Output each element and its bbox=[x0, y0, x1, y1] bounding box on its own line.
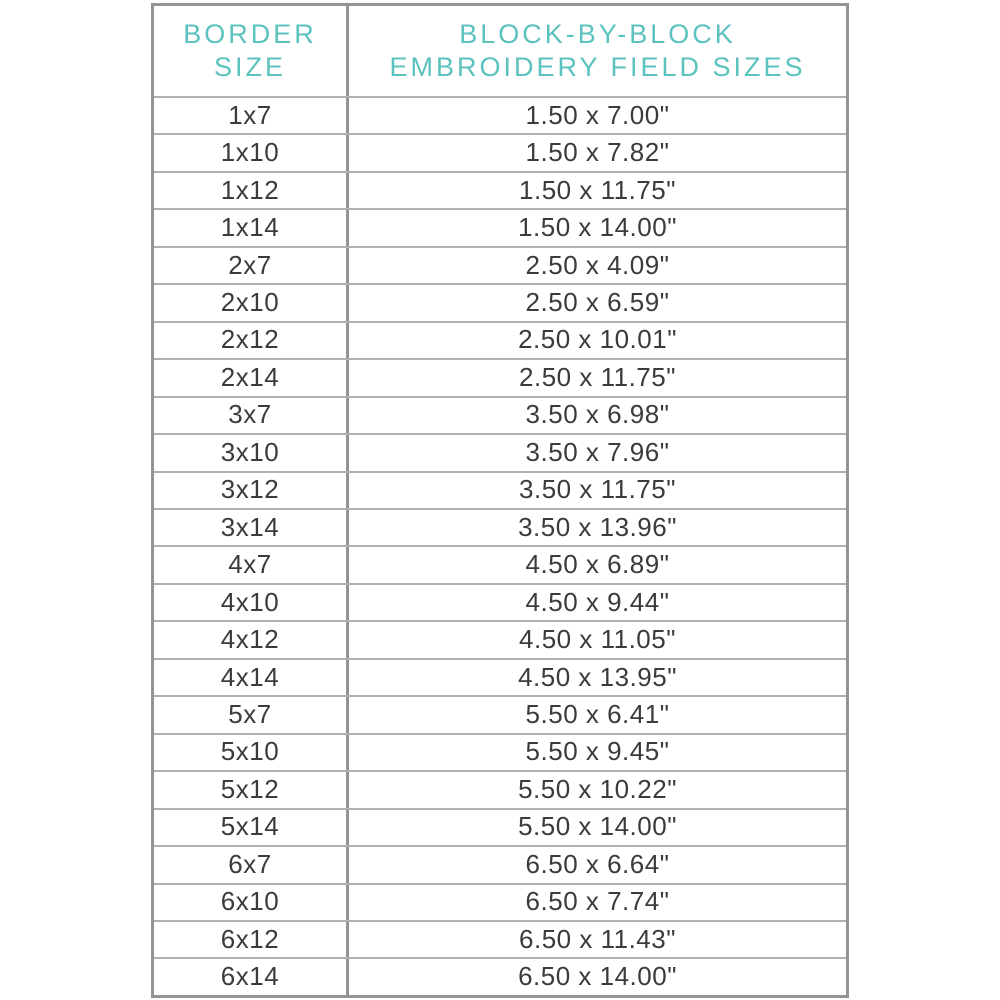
table-row bbox=[154, 808, 846, 845]
table-row bbox=[154, 508, 846, 545]
field-size-cell: 6.50 x 6.64" bbox=[346, 847, 846, 882]
table-row bbox=[154, 96, 846, 133]
border-size-cell: 3x10 bbox=[220, 436, 280, 467]
table-row bbox=[154, 171, 846, 208]
border-size-cell: 2x14 bbox=[220, 361, 280, 392]
field-size-cell: 4.50 x 9.44" bbox=[346, 585, 846, 620]
header-line: SIZE bbox=[213, 52, 286, 82]
field-size-cell: 3.50 x 13.96" bbox=[346, 510, 846, 545]
header-line: BLOCK-BY-BLOCK bbox=[459, 19, 736, 49]
table-row bbox=[154, 246, 846, 283]
embroidery-size-chart-table bbox=[151, 3, 849, 998]
table-row bbox=[154, 770, 846, 807]
border-size-cell: 6x7 bbox=[228, 848, 272, 879]
table-row bbox=[154, 283, 846, 320]
border-size-cell: 2x12 bbox=[220, 324, 280, 355]
field-size-cell: 3.50 x 6.98" bbox=[346, 398, 846, 433]
table-row bbox=[154, 583, 846, 620]
field-size-cell: 6.50 x 11.43" bbox=[346, 922, 846, 957]
field-size-cell: 5.50 x 9.45" bbox=[346, 735, 846, 770]
table-row bbox=[154, 845, 846, 882]
table-header-row bbox=[154, 6, 846, 96]
field-size-cell: 5.50 x 6.41" bbox=[346, 697, 846, 732]
field-size-cell: 2.50 x 4.09" bbox=[346, 248, 846, 283]
table-row bbox=[154, 920, 846, 957]
border-size-cell: 6x12 bbox=[220, 923, 280, 954]
border-size-cell: 5x14 bbox=[220, 811, 280, 842]
field-size-cell: 3.50 x 7.96" bbox=[346, 435, 846, 470]
table-row bbox=[154, 733, 846, 770]
table-row bbox=[154, 433, 846, 470]
border-size-cell: 1x10 bbox=[220, 137, 280, 168]
table-row bbox=[154, 545, 846, 582]
border-size-cell: 5x7 bbox=[228, 698, 272, 729]
table-row bbox=[154, 695, 846, 732]
border-size-cell: 4x12 bbox=[220, 624, 280, 655]
table-row bbox=[154, 208, 846, 245]
header-line: EMBROIDERY FIELD SIZES bbox=[389, 52, 806, 82]
field-size-cell: 4.50 x 11.05" bbox=[346, 622, 846, 657]
border-size-cell: 3x12 bbox=[220, 474, 280, 505]
field-size-cell: 4.50 x 6.89" bbox=[346, 547, 846, 582]
field-size-cell: 1.50 x 11.75" bbox=[346, 173, 846, 208]
header-line: BORDER bbox=[183, 19, 317, 49]
table-row bbox=[154, 471, 846, 508]
border-size-cell: 6x10 bbox=[220, 886, 280, 917]
table-row bbox=[154, 957, 846, 994]
table-row bbox=[154, 396, 846, 433]
field-size-cell: 6.50 x 7.74" bbox=[346, 885, 846, 920]
border-size-cell: 1x12 bbox=[220, 174, 280, 205]
field-size-cell: 2.50 x 11.75" bbox=[346, 360, 846, 395]
field-size-cell: 1.50 x 7.00" bbox=[346, 98, 846, 133]
field-size-cell: 4.50 x 13.95" bbox=[346, 660, 846, 695]
column-header-border-size bbox=[154, 6, 346, 96]
table-row bbox=[154, 658, 846, 695]
table-row bbox=[154, 358, 846, 395]
field-size-cell: 2.50 x 6.59" bbox=[346, 285, 846, 320]
border-size-cell: 5x12 bbox=[220, 773, 280, 804]
table-row bbox=[154, 883, 846, 920]
table-row bbox=[154, 321, 846, 358]
border-size-cell: 1x7 bbox=[228, 99, 272, 130]
border-size-cell: 4x14 bbox=[220, 661, 280, 692]
border-size-cell: 5x10 bbox=[220, 736, 280, 767]
table-row bbox=[154, 620, 846, 657]
field-size-cell: 5.50 x 10.22" bbox=[346, 772, 846, 807]
column-header-field-sizes bbox=[346, 6, 846, 96]
field-size-cell: 1.50 x 14.00" bbox=[346, 210, 846, 245]
border-size-cell: 4x7 bbox=[228, 549, 272, 580]
table-row bbox=[154, 133, 846, 170]
border-size-cell: 3x14 bbox=[220, 511, 280, 542]
border-size-cell: 2x10 bbox=[220, 286, 280, 317]
table-body bbox=[154, 96, 846, 995]
field-size-cell: 3.50 x 11.75" bbox=[346, 473, 846, 508]
field-size-cell: 2.50 x 10.01" bbox=[346, 323, 846, 358]
border-size-cell: 3x7 bbox=[228, 399, 272, 430]
border-size-cell: 2x7 bbox=[228, 249, 272, 280]
field-size-cell: 5.50 x 14.00" bbox=[346, 810, 846, 845]
border-size-cell: 6x14 bbox=[220, 961, 280, 992]
border-size-cell: 1x14 bbox=[220, 212, 280, 243]
field-size-cell: 6.50 x 14.00" bbox=[346, 959, 846, 994]
field-size-cell: 1.50 x 7.82" bbox=[346, 135, 846, 170]
border-size-cell: 4x10 bbox=[220, 586, 280, 617]
